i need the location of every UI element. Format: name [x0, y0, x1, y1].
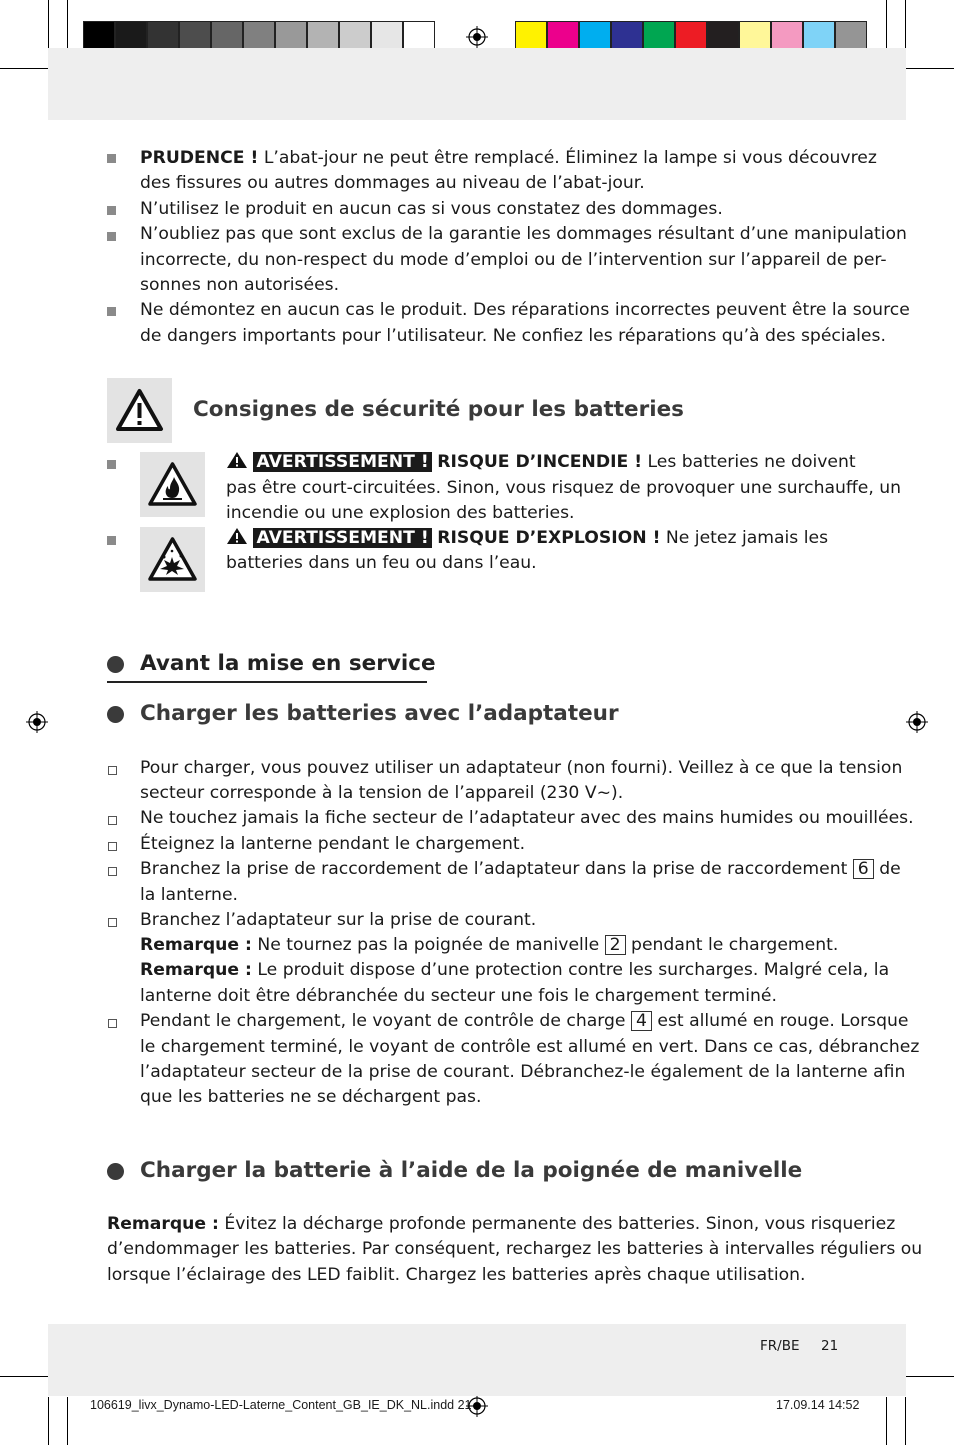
- text-line: incendie ou une explosion des batteries.: [226, 503, 575, 523]
- heading-dot-icon: [107, 706, 124, 723]
- text-line: de dangers importants pour l’utilisateur. Ne confiez les réparations qu’à des spéciales.: [140, 326, 886, 346]
- text-line: lorsque l’éclairage des LED faiblit. Chargez les batteries après chaque utilisation.: [107, 1265, 806, 1285]
- text-line: Pendant le chargement, le voyant de contrôle de charge 4 est allumé en rouge. Lorsque: [140, 1011, 909, 1031]
- text-line: N’oubliez pas que sont exclus de la garantie les dommages résultant d’une manipulation: [140, 224, 907, 244]
- part-number-2: 2: [605, 935, 626, 955]
- bullet-square-icon: [107, 307, 116, 316]
- print-date: 17.09.14 14:52: [776, 1398, 860, 1412]
- bullet-square-icon: [107, 536, 116, 545]
- registration-mark-icon: [26, 711, 48, 733]
- heading-underline: [107, 681, 427, 683]
- text-line: l’adaptateur secteur de la prise de courant. Débranchez-le également de la lanterne afin: [140, 1062, 906, 1082]
- text-line: Remarque : Ne tournez pas la poignée de manivelle 2 pendant le chargement.: [140, 935, 839, 955]
- registration-mark-icon: [906, 711, 928, 733]
- fire-hazard-box: [140, 452, 205, 517]
- text-line: Branchez l’adaptateur sur la prise de courant.: [140, 910, 537, 930]
- page-number: 21: [821, 1338, 839, 1354]
- fire-warning-line: AVERTISSEMENT ! RISQUE D’INCENDIE ! Les batteries ne doivent: [226, 450, 856, 475]
- text-line: batteries dans un feu ou dans l’eau.: [226, 553, 537, 573]
- text-line: la lanterne.: [140, 885, 238, 905]
- explosion-hazard-box: [140, 527, 205, 592]
- bullet-square-icon: [107, 232, 116, 241]
- text-line: Ne touchez jamais la fiche secteur de l’adaptateur avec des mains humides ou mouillées.: [140, 808, 914, 828]
- flammable-icon: [140, 452, 205, 517]
- page-header-band: [48, 48, 906, 120]
- file-slug: 106619_livx_Dynamo-LED-Laterne_Content_GB_IE_DK_NL.indd 21: [90, 1398, 472, 1412]
- explosion-risk-label: RISQUE D’EXPLOSION !: [437, 528, 661, 548]
- warning-triangle-icon: [226, 451, 248, 469]
- language-code: FR/BE: [760, 1338, 800, 1354]
- battery-safety-heading: Consignes de sécurité pour les batteries: [193, 397, 684, 422]
- step-checkbox-icon: [108, 816, 117, 825]
- text-line: Pour charger, vous pouvez utiliser un adaptateur (non fourni). Veillez à ce que la tension: [140, 758, 903, 778]
- text-line: Remarque : Le produit dispose d’une protection contre les surcharges. Malgré cela, la: [140, 960, 890, 980]
- bullet-square-icon: [107, 460, 116, 469]
- text-line: Éteignez la lanterne pendant le chargement.: [140, 834, 526, 854]
- text-line: Remarque : Évitez la décharge profonde permanente des batteries. Sinon, vous risqueriez: [107, 1214, 896, 1234]
- text-line: lanterne doit être débranchée du secteur une fois le chargement terminé.: [140, 986, 777, 1006]
- text-line: secteur corresponde à la tension de l’appareil (230 V~).: [140, 783, 624, 803]
- step-checkbox-icon: [108, 1019, 117, 1028]
- bullet-square-icon: [107, 154, 116, 163]
- text-line: N’utilisez le produit en aucun cas si vous constatez des dommages.: [140, 199, 723, 219]
- explosive-icon: [140, 527, 205, 592]
- warning-triangle-icon: [226, 527, 248, 545]
- step-checkbox-icon: [108, 766, 117, 775]
- part-number-6: 6: [853, 859, 874, 879]
- text-line: incorrecte, du non-respect du mode d’emploi ou de l’intervention sur l’appareil de per-: [140, 250, 887, 270]
- warning-label: AVERTISSEMENT !: [253, 528, 431, 548]
- step-checkbox-icon: [108, 842, 117, 851]
- text-line: sonnes non autorisées.: [140, 275, 340, 295]
- crank-heading: Charger la batterie à l’aide de la poignée de manivelle: [140, 1158, 803, 1183]
- text-line: le chargement terminé, le voyant de contrôle est allumé en vert. Dans ce cas, débranchez: [140, 1037, 920, 1057]
- part-number-4: 4: [631, 1011, 652, 1031]
- text-line: pas être court-circuitées. Sinon, vous risquez de provoquer une surchauffe, un: [226, 478, 902, 498]
- heading-dot-icon: [107, 656, 124, 673]
- heading-dot-icon: [107, 1163, 124, 1180]
- adapter-heading: Charger les batteries avec l’adaptateur: [140, 701, 619, 726]
- text-line: Ne démontez en aucun cas le produit. Des réparations incorrectes peuvent être la source: [140, 300, 910, 320]
- step-checkbox-icon: [108, 918, 117, 927]
- registration-mark-icon: [466, 26, 488, 48]
- text-line: des fissures ou autres dommages au niveau de l’abat-jour.: [140, 173, 645, 193]
- text-line: d’endommager les batteries. Par conséquent, rechargez les batteries à intervalles réguliers ou: [107, 1239, 923, 1259]
- warning-triangle-icon: [107, 378, 172, 443]
- bullet-square-icon: [107, 206, 116, 215]
- fire-risk-label: RISQUE D’INCENDIE !: [437, 452, 643, 472]
- step-checkbox-icon: [108, 867, 117, 876]
- text-line: PRUDENCE ! L’abat-jour ne peut être remplacé. Éliminez la lampe si vous découvrez: [140, 148, 877, 168]
- page-footer-band: [48, 1324, 906, 1396]
- text-line: que les batteries ne se déchargent pas.: [140, 1087, 482, 1107]
- explosion-warning-line: AVERTISSEMENT ! RISQUE D’EXPLOSION ! Ne jetez jamais les: [226, 526, 828, 551]
- text-line: Branchez la prise de raccordement de l’adaptateur dans la prise de raccordement 6 de: [140, 859, 901, 879]
- warning-box: [107, 378, 172, 443]
- warning-label: AVERTISSEMENT !: [253, 452, 431, 472]
- service-heading: Avant la mise en service: [140, 651, 436, 676]
